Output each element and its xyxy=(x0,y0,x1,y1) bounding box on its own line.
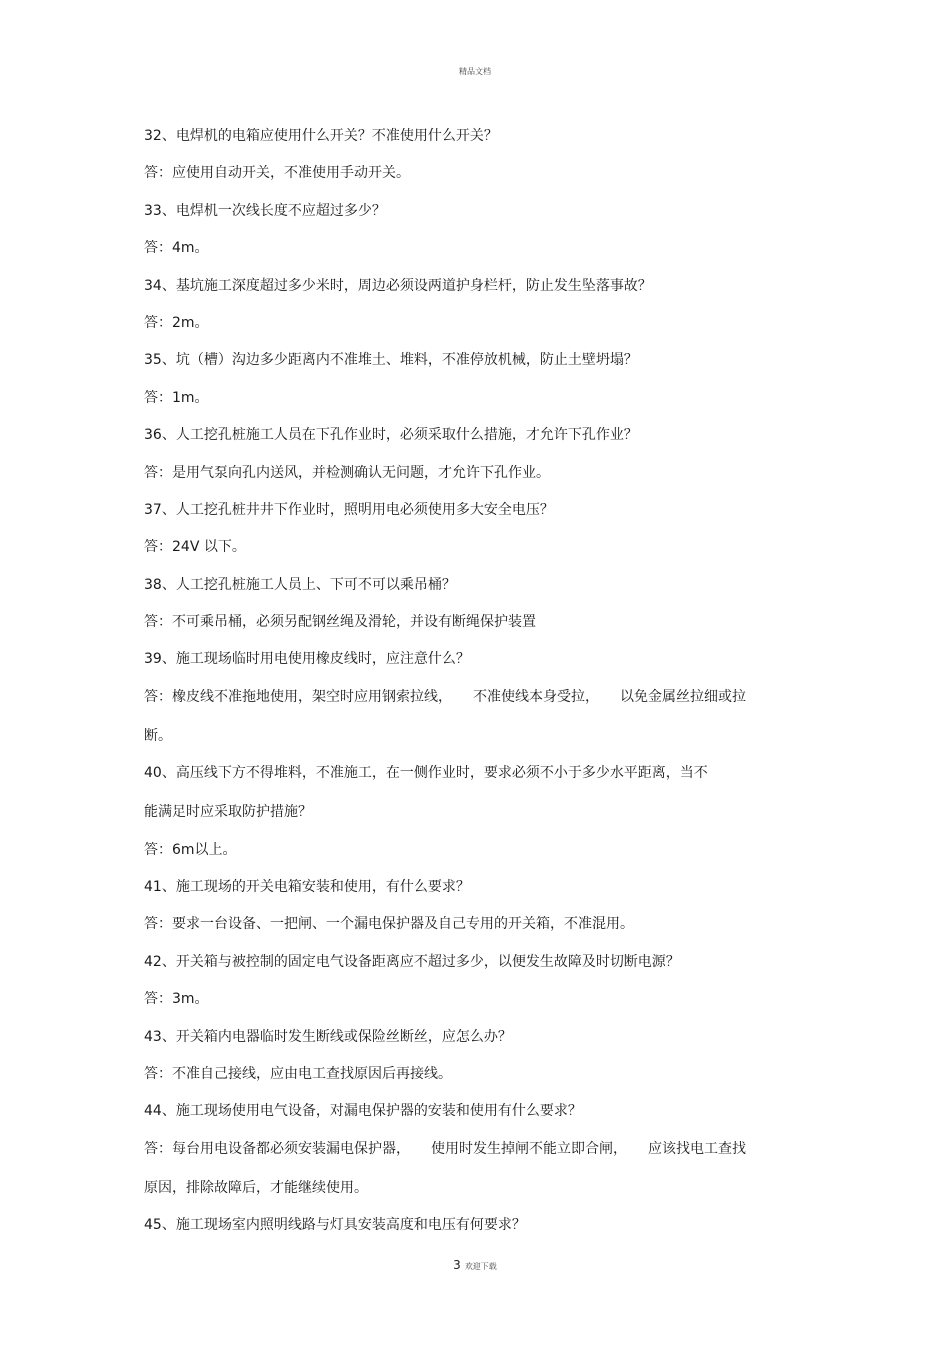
text-line: 41、施工现场的开关电箱安装和使用，有什么要求？ xyxy=(144,879,470,896)
text-line: 答：不可乘吊桶，必须另配钢丝绳及滑轮，并设有断绳保护装置 xyxy=(144,614,536,631)
page-footer xyxy=(0,1258,950,1272)
text-line: 答：不准自己接线，应由电工查找原因后再接线。 xyxy=(144,1065,452,1082)
text-line: 40、高压线下方不得堆料，不准施工，在一侧作业时，要求必须不小于多少水平距离，当不 xyxy=(144,765,708,782)
text-line: 答：每台用电设备都必须安装漏电保护器， 使用时发生掉闸不能立即合闸， 应该找电工查找 xyxy=(144,1140,746,1157)
text-line: 36、人工挖孔桩施工人员在下孔作业时，必须采取什么措施，才允许下孔作业？ xyxy=(144,427,638,444)
document-body xyxy=(144,126,824,1253)
page-header: 精品文档 xyxy=(459,67,491,76)
text-line: 43、开关箱内电器临时发生断线或保险丝断丝，应怎么办？ xyxy=(144,1028,512,1045)
text-line: 能满足时应采取防护措施？ xyxy=(144,804,312,821)
text-line: 38、人工挖孔桩施工人员上、下可不可以乘吊桶？ xyxy=(144,576,456,593)
text-line: 39、施工现场临时用电使用橡皮线时，应注意什么？ xyxy=(144,651,470,668)
text-line: 断。 xyxy=(144,727,172,744)
text-line: 答：橡皮线不准拖地使用，架空时应用钢索拉线， 不准使线本身受拉， 以免金属丝拉细或拉 xyxy=(144,688,746,705)
text-line: 34、基坑施工深度超过多少米时，周边必须设两道护身栏杆，防止发生坠落事故？ xyxy=(144,277,652,294)
text-line: 35、坑（槽）沟边多少距离内不准堆土、堆料，不准停放机械，防止土壁坍塌？ xyxy=(144,352,638,369)
text-line: 答：3m。 xyxy=(144,991,209,1008)
text-line: 32、电焊机的电箱应使用什么开关？不准使用什么开关？ xyxy=(144,128,498,144)
text-line: 42、开关箱与被控制的固定电气设备距离应不超过多少，以便发生故障及时切断电源？ xyxy=(144,953,680,970)
footer-note: 欢迎下载 xyxy=(464,1262,497,1271)
text-line: 答：6m以上。 xyxy=(144,841,237,858)
text-line: 答：24V 以下。 xyxy=(144,539,246,556)
text-line: 原因，排除故障后，才能继续使用。 xyxy=(144,1179,368,1196)
text-line: 33、电焊机一次线长度不应超过多少？ xyxy=(144,202,386,219)
page-number: 3 xyxy=(453,1258,461,1272)
text-line: 答：4m。 xyxy=(144,240,209,257)
text-line: 答：是用气泵向孔内送风，并检测确认无问题，才允许下孔作业。 xyxy=(144,464,550,481)
text-line: 44、施工现场使用电气设备，对漏电保护器的安装和使用有什么要求？ xyxy=(144,1103,582,1120)
text-line: 答：1m。 xyxy=(144,389,209,406)
text-line: 37、人工挖孔桩井井下作业时，照明用电必须使用多大安全电压？ xyxy=(144,501,554,518)
text-line: 答：2m。 xyxy=(144,314,209,331)
text-line: 答：要求一台设备、一把闸、一个漏电保护器及自己专用的开关箱，不准混用。 xyxy=(144,916,634,933)
text-line: 45、施工现场室内照明线路与灯具安装高度和电压有何要求？ xyxy=(144,1217,526,1234)
text-line: 答：应使用自动开关，不准使用手动开关。 xyxy=(144,165,410,182)
